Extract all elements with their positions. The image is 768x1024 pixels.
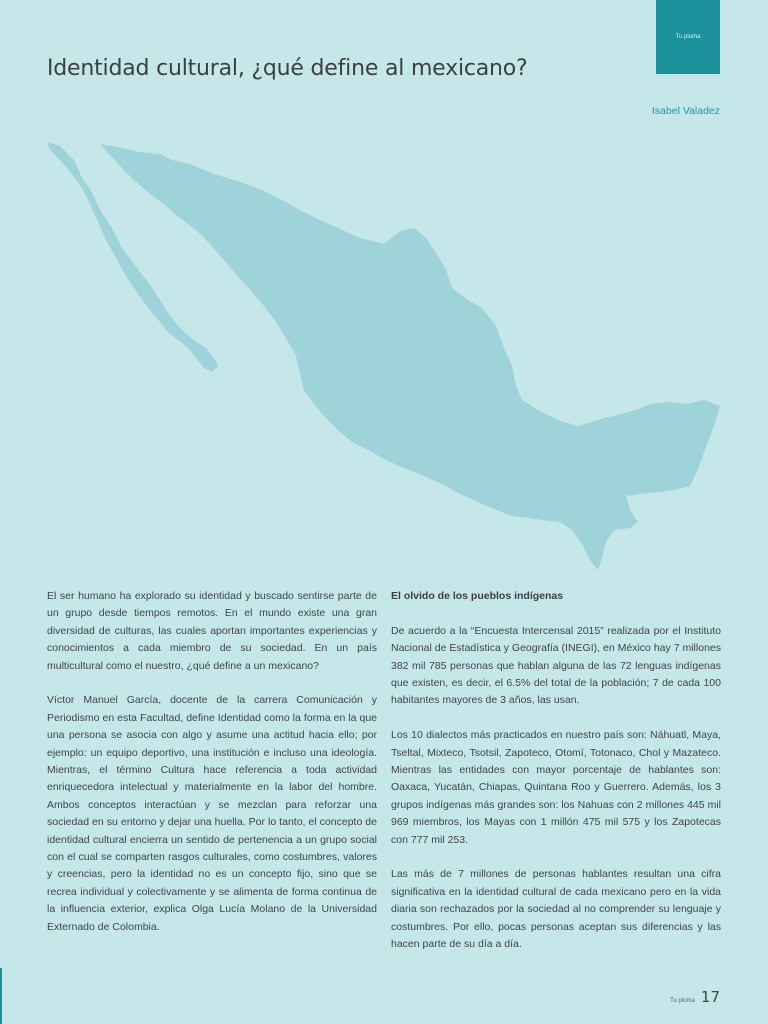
section-heading: El olvido de los pueblos indígenas (391, 590, 564, 602)
section-tab-label: Tu pluma (675, 34, 701, 40)
page-footer (670, 988, 720, 1006)
paragraph: El ser humano ha explorado su identidad y buscado sentirse parte de un grupo desde tiempos remotos. En el mundo existe una gran diversidad de culturas, las cuales aportan importantes experiencias y conocimientos a cada miembro de su sociedad. En un país multicultural como el nuestro, ¿qué define a un mexicano? (47, 590, 377, 672)
article-title: Identidad cultural, ¿qué define al mexicano? (47, 56, 528, 81)
mexico-map (0, 130, 768, 580)
edge-accent-bar (0, 968, 2, 1024)
left-column (47, 588, 377, 954)
paragraph: Los 10 dialectos más practicados en nuestro país son: Náhuatl, Maya, Tseltal, Mixteco, Tsotsil, Zapoteco, Otomí, Totonaco, Chol y Mazateco. Mientras las entidades con mayor porcentaje de hablantes son: Oaxaca, Yucatán, Chiapas, Quintana Roo y Guerrero. Además, los 3 grupos indígenas más grandes son: los Nahuas con 2 millones 445 mil 969 miembros, los Mayas con 1 millón 475 mil 575 y los Zapotecas con 777 mil 253. (391, 729, 721, 846)
right-column (391, 588, 721, 971)
page-number: 17 (700, 988, 720, 1006)
paragraph: De acuerdo a la “Encuesta Intercensal 2015” realizada por el Instituto Nacional de Estadística y Geografía (INEGI), en México hay 7 millones 382 mil 785 personas que hablan alguna de las 72 lenguas indígenas que existen, es decir, el 6.5% del total de la población; 7 de cada 100 habitantes mayores de 3 años, las usan. (391, 624, 721, 707)
footer-publication: Tu pluma (670, 998, 695, 1004)
paragraph: Las más de 7 millones de personas hablantes resultan una cifra significativa en la identidad cultural de cada mexicano pero en la vida diaria son rechazados por la sociedad al no comprender su lenguaje y costumbres. Por ello, pocas personas aceptan sus diferencias y las hacen parte de su día a día. (391, 868, 721, 951)
author-name: Isabel Valadez (651, 105, 720, 117)
mexico-mainland-shape (100, 144, 720, 570)
section-tab (656, 0, 720, 74)
paragraph: Víctor Manuel García, docente de la carrera Comunicación y Periodismo en esta Facultad, define Identidad como la forma en la que una persona se asocia con algo y asume una actitud hacia ello; por ejemplo: un equipo deportivo, una institución e incluso una ideología. Mientras, el término Cultura hace referencia a toda actividad enriquecedora intelectual y materialmente en la labor del hombre. Ambos conceptos interactúan y se mezclan para reforzar una sociedad en su entorno y dejar una huella. Por lo tanto, el concepto de identidad cultural encierra un sentido de pertenencia a un grupo social con el cual se comparten rasgos culturales, como costumbres, valores y creencias, pero la identidad no es un concepto fijo, sino que se recrea individual y colectivamente y se alimenta de forma continua de la influencia exterior, explica Olga Lucía Molano de la Universidad Externado de Colombia. (47, 694, 377, 933)
